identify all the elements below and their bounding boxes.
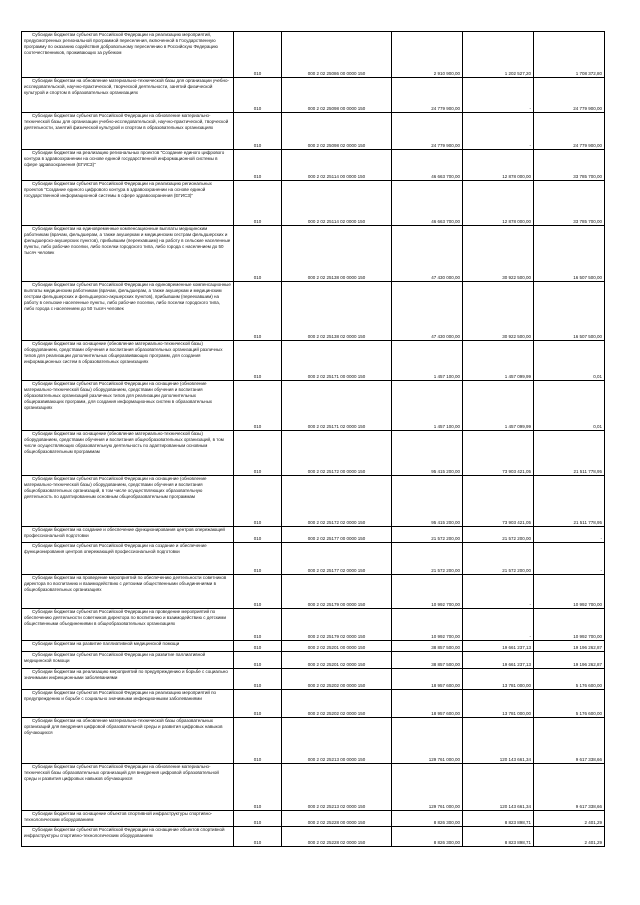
row-executed: 8 823 898,71: [463, 811, 534, 827]
row-unexecuted: 2 401,29: [534, 827, 605, 847]
row-unexecuted: 24 779 900,00: [534, 78, 605, 113]
row-approved: 95 415 200,00: [392, 431, 463, 476]
row-executed: -: [463, 575, 534, 609]
row-code: 010: [234, 32, 282, 78]
row-unexecuted: 33 785 700,00: [534, 181, 605, 226]
row-unexecuted: 0,01: [534, 381, 605, 431]
table-row: [22, 32, 605, 78]
table-row: [22, 527, 605, 543]
row-name: Субсидии бюджетам субъектов Российской Федерации на обновление материально-технической базы образовательных организаций для внедрения цифровой образовательной среды и развития цифровых навыков обучающихся: [22, 764, 234, 811]
row-unexecuted: 24 779 900,00: [534, 113, 605, 150]
row-approved: 95 415 200,00: [392, 476, 463, 527]
row-unexecuted: -: [534, 543, 605, 575]
row-code: 010: [234, 827, 282, 847]
row-unexecuted: 21 511 778,95: [534, 476, 605, 527]
row-unexecuted: 5 176 600,00: [534, 669, 605, 690]
row-approved: 47 430 000,00: [392, 282, 463, 341]
row-code: 010: [234, 341, 282, 381]
row-code: 010: [234, 113, 282, 150]
row-code: 010: [234, 431, 282, 476]
row-unexecuted: 21 511 778,95: [534, 431, 605, 476]
row-kbk: 000 2 02 25228 02 0000 150: [282, 827, 392, 847]
row-approved: 46 663 700,00: [392, 181, 463, 226]
row-executed: -: [463, 113, 534, 150]
row-approved: 2 910 900,00: [392, 32, 463, 78]
row-unexecuted: 19 196 262,87: [534, 652, 605, 669]
table-row: [22, 669, 605, 690]
row-name: Субсидии бюджетам субъектов Российской Федерации на реализацию региональных проектов "Создание единого цифрового контура в здравоохранении на основе единой государственной информационной системы в сфере здравоохранения (ЕГИСЗ)": [22, 181, 234, 226]
row-code: 010: [234, 641, 282, 652]
row-kbk: 000 2 02 25201 02 0000 150: [282, 652, 392, 669]
row-code: 010: [234, 652, 282, 669]
row-executed: 1 457 099,99: [463, 381, 534, 431]
row-executed: 21 572 200,00: [463, 543, 534, 575]
table-row: [22, 282, 605, 341]
row-code: 010: [234, 575, 282, 609]
row-name: Субсидии бюджетам субъектов Российской Федерации на оснащение (обновление материально-технической базы) оборудованием, средствами обучения и воспитания образовательных организаций различных типов для реализации дополнительных общеразвивающих программ, для создания информационных систем в образовательных организациях: [22, 381, 234, 431]
row-kbk: 000 2 02 25213 00 0000 150: [282, 718, 392, 764]
budget-income-table: [21, 31, 605, 847]
row-unexecuted: 10 992 700,00: [534, 575, 605, 609]
row-kbk: 000 2 02 25098 02 0000 150: [282, 113, 392, 150]
row-unexecuted: -: [534, 527, 605, 543]
row-kbk: 000 2 02 25171 00 0000 150: [282, 341, 392, 381]
row-unexecuted: 9 617 338,66: [534, 764, 605, 811]
table-body: [22, 32, 605, 847]
row-kbk: 000 2 02 25177 00 0000 150: [282, 527, 392, 543]
row-executed: 21 572 200,00: [463, 527, 534, 543]
row-kbk: 000 2 02 25202 02 0000 150: [282, 690, 392, 718]
row-approved: 18 957 600,00: [392, 669, 463, 690]
row-name: Субсидии бюджетам субъектов Российской Федерации на реализацию мероприятий по предупреждению и борьбе с социально значимыми инфекционными заболеваниями: [22, 690, 234, 718]
row-code: 010: [234, 181, 282, 226]
row-kbk: 000 2 02 25172 00 0000 150: [282, 431, 392, 476]
row-approved: 38 857 500,00: [392, 652, 463, 669]
row-approved: 129 761 000,00: [392, 718, 463, 764]
row-kbk: 000 2 02 25177 02 0000 150: [282, 543, 392, 575]
row-name: Субсидии бюджетам на реализацию мероприятий по предупреждению и борьбе с социально значимыми инфекционными заболеваниями: [22, 669, 234, 690]
table-row: [22, 827, 605, 847]
table-row: [22, 543, 605, 575]
row-executed: 120 143 661,34: [463, 718, 534, 764]
row-executed: -: [463, 78, 534, 113]
row-code: 010: [234, 282, 282, 341]
row-kbk: 000 2 02 25138 00 0000 150: [282, 226, 392, 282]
row-name: Субсидии бюджетам на обновление материально-технической базы образовательных организаций для внедрения цифровой образовательной среды и развития цифровых навыков обучающихся: [22, 718, 234, 764]
row-name: Субсидии бюджетам субъектов Российской Федерации на проведение мероприятий по обеспечению деятельности советников директора по воспитанию и взаимодействию с детскими общественными объединениями в общеобразовательных организациях: [22, 609, 234, 641]
row-executed: 73 903 421,05: [463, 431, 534, 476]
row-name: Субсидии бюджетам на единовременные компенсационные выплаты медицинским работникам (врачам, фельдшерам, а также акушеркам и медицинским сестрам фельдшерских и фельдшерско-акушерских пунктов), прибывшим (переехавшим) на работу в сельские населенные пункты, либо рабочие поселки, либо поселки городского типа, либо города с населением до 50 тысяч человек: [22, 226, 234, 282]
row-executed: 12 878 000,00: [463, 181, 534, 226]
row-kbk: 000 2 02 25228 00 0000 150: [282, 811, 392, 827]
row-code: 010: [234, 811, 282, 827]
row-approved: 8 826 300,00: [392, 811, 463, 827]
row-name: Субсидии бюджетам на обновление материально-технической базы для организации учебно-исследовательской, научно-практической, творческой деятельности, занятий физической культурой и спортом в образовательных организациях: [22, 78, 234, 113]
row-kbk: 000 2 02 25179 00 0000 150: [282, 575, 392, 609]
row-unexecuted: 16 507 500,00: [534, 226, 605, 282]
row-unexecuted: 1 708 372,80: [534, 32, 605, 78]
row-name: Субсидии бюджетам на проведение мероприятий по обеспечению деятельности советников директора по воспитанию и взаимодействию с детскими общественными объединениями в общеобразовательных организациях: [22, 575, 234, 609]
row-kbk: 000 2 02 25171 02 0000 150: [282, 381, 392, 431]
row-name: Субсидии бюджетам субъектов Российской Федерации на обновление материально-технической базы для организации учебно-исследовательской, научно-практической, творческой деятельности, занятий физической культурой и спортом в образовательных организациях: [22, 113, 234, 150]
row-approved: 1 457 100,00: [392, 381, 463, 431]
row-executed: 13 781 000,00: [463, 690, 534, 718]
row-executed: 13 781 000,00: [463, 669, 534, 690]
row-unexecuted: 10 992 700,00: [534, 609, 605, 641]
table-row: [22, 431, 605, 476]
row-unexecuted: 0,01: [534, 341, 605, 381]
row-code: 010: [234, 381, 282, 431]
row-executed: 30 922 500,00: [463, 226, 534, 282]
row-approved: 24 779 900,00: [392, 78, 463, 113]
report-page: [21, 31, 604, 847]
row-approved: 21 572 200,00: [392, 543, 463, 575]
row-name: Субсидии бюджетам субъектов Российской Федерации на реализацию мероприятий, предусмотренных региональной программой переселения, включенной в Государственную программу по оказанию содействия добровольному переселению в Российскую Федерацию соотечественников, проживающих за рубежом: [22, 32, 234, 78]
row-kbk: 000 2 02 25172 02 0000 150: [282, 476, 392, 527]
row-code: 010: [234, 718, 282, 764]
row-name: Субсидии бюджетам на оснащение (обновление материально-технической базы) оборудованием, средствами обучения и воспитания образовательных организаций различных типов для реализации дополнительных общеразвивающих программ, для создания информационных систем в образовательных организациях: [22, 341, 234, 381]
table-row: [22, 609, 605, 641]
row-executed: 120 143 661,34: [463, 764, 534, 811]
row-code: 010: [234, 476, 282, 527]
row-name: Субсидии бюджетам на оснащение (обновление материально-технической базы) оборудованием, средствами обучения и воспитания общеобразовательных организаций, в том числе осуществляющих образовательную деятельность по адаптированным основным общеобразовательным программам: [22, 431, 234, 476]
row-kbk: 000 2 02 25179 02 0000 150: [282, 609, 392, 641]
row-name: Субсидии бюджетам на развитие паллиативной медицинской помощи: [22, 641, 234, 652]
row-executed: 19 661 237,13: [463, 641, 534, 652]
row-unexecuted: 16 507 500,00: [534, 282, 605, 341]
row-kbk: 000 2 02 25098 00 0000 150: [282, 78, 392, 113]
table-row: [22, 78, 605, 113]
row-executed: 19 661 237,13: [463, 652, 534, 669]
row-executed: -: [463, 609, 534, 641]
table-row: [22, 113, 605, 150]
row-code: 010: [234, 150, 282, 181]
row-code: 010: [234, 543, 282, 575]
row-name: Субсидии бюджетам субъектов Российской Федерации на развитие паллиативной медицинской помощи: [22, 652, 234, 669]
row-code: 010: [234, 690, 282, 718]
row-name: Субсидии бюджетам на оснащение объектов спортивной инфраструктуры спортивно-технологическим оборудованием: [22, 811, 234, 827]
row-approved: 24 779 900,00: [392, 113, 463, 150]
row-code: 010: [234, 527, 282, 543]
row-approved: 10 992 700,00: [392, 609, 463, 641]
row-executed: 1 202 527,20: [463, 32, 534, 78]
row-code: 010: [234, 226, 282, 282]
table-row: [22, 764, 605, 811]
row-name: Субсидии бюджетам на реализацию региональных проектов "Создание единого цифрового контура в здравоохранении на основе единой государственной информационной системы в сфере здравоохранения (ЕГИСЗ)": [22, 150, 234, 181]
row-code: 010: [234, 78, 282, 113]
table-row: [22, 381, 605, 431]
table-row: [22, 718, 605, 764]
table-row: [22, 690, 605, 718]
row-executed: 30 922 500,00: [463, 282, 534, 341]
row-approved: 129 761 000,00: [392, 764, 463, 811]
table-row: [22, 150, 605, 181]
row-code: 010: [234, 764, 282, 811]
row-unexecuted: 33 785 700,00: [534, 150, 605, 181]
row-name: Субсидии бюджетам на создание и обеспечение функционирования центров опережающей профессиональной подготовки: [22, 527, 234, 543]
row-approved: 21 572 200,00: [392, 527, 463, 543]
row-name: Субсидии бюджетам субъектов Российской Федерации на создание и обеспечение функционирования центров опережающей профессиональной подготовки: [22, 543, 234, 575]
row-kbk: 000 2 02 25213 02 0000 150: [282, 764, 392, 811]
row-name: Субсидии бюджетам субъектов Российской Федерации на оснащение (обновление материально-технической базы) оборудованием, средствами обучения и воспитания общеобразовательных организаций, в том числе осуществляющих образовательную деятельность по адаптированным основным общеобразовательным программам: [22, 476, 234, 527]
row-unexecuted: 19 196 262,87: [534, 641, 605, 652]
table-row: [22, 341, 605, 381]
table-row: [22, 652, 605, 669]
row-kbk: 000 2 02 25138 02 0000 150: [282, 282, 392, 341]
row-kbk: 000 2 02 25086 00 0000 150: [282, 32, 392, 78]
row-approved: 1 457 100,00: [392, 341, 463, 381]
row-kbk: 000 2 02 25201 00 0000 150: [282, 641, 392, 652]
table-row: [22, 575, 605, 609]
row-approved: 10 992 700,00: [392, 575, 463, 609]
row-code: 010: [234, 609, 282, 641]
row-executed: 12 878 000,00: [463, 150, 534, 181]
row-name: Субсидии бюджетам субъектов Российской Федерации на единовременные компенсационные выплаты медицинским работникам (врачам, фельдшерам, а также акушеркам и медицинским сестрам фельдшерских и фельдшерско-акушерских пунктов), прибывшим (переехавшим) на работу в сельские населенные пункты, либо рабочие поселки, либо поселки городского типа, либо города с населением до 50 тысяч человек: [22, 282, 234, 341]
row-approved: 18 957 600,00: [392, 690, 463, 718]
row-kbk: 000 2 02 25114 02 0000 150: [282, 181, 392, 226]
row-name: Субсидии бюджетам субъектов Российской Федерации на оснащение объектов спортивной инфраструктуры спортивно-технологическим оборудованием: [22, 827, 234, 847]
row-approved: 47 430 000,00: [392, 226, 463, 282]
row-unexecuted: 2 401,29: [534, 811, 605, 827]
row-executed: 1 457 099,99: [463, 341, 534, 381]
row-approved: 8 826 300,00: [392, 827, 463, 847]
row-unexecuted: 9 617 338,66: [534, 718, 605, 764]
table-row: [22, 476, 605, 527]
row-executed: 73 903 421,05: [463, 476, 534, 527]
row-code: 010: [234, 669, 282, 690]
row-executed: 8 823 898,71: [463, 827, 534, 847]
table-row: [22, 641, 605, 652]
row-unexecuted: 5 176 600,00: [534, 690, 605, 718]
row-approved: 38 857 500,00: [392, 641, 463, 652]
row-approved: 46 663 700,00: [392, 150, 463, 181]
row-kbk: 000 2 02 25202 00 0000 150: [282, 669, 392, 690]
row-kbk: 000 2 02 25114 00 0000 150: [282, 150, 392, 181]
table-row: [22, 226, 605, 282]
table-row: [22, 181, 605, 226]
table-row: [22, 811, 605, 827]
